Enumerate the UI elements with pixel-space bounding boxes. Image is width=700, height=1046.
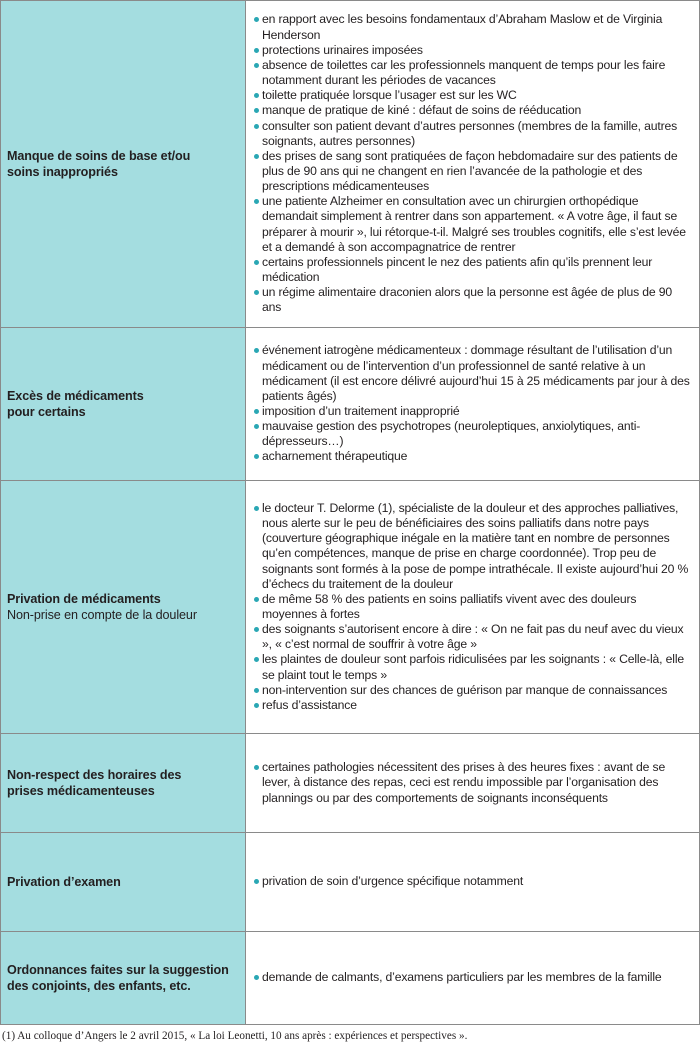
list-item: absence de toilettes car les professionnels manquent de temps pour les faire notamment durant les périodes de vacances [254, 58, 693, 88]
row-heading-cell [1, 932, 246, 1024]
list-item: des soignants s’autorisent encore à dire : « On ne fait pas du neuf avec du vieux », « c’est normal de souffrir à votre âge » [254, 622, 693, 652]
table-row [1, 328, 700, 481]
row-content-cell [246, 932, 700, 1024]
list-item: des prises de sang sont pratiquées de façon hebdomadaire sur des patients de plus de 90 ans qui ne changent en rien l’avancée de la pathologie et des prescriptions médicamenteuses [254, 149, 693, 194]
list-item: privation de soin d’urgence spécifique notamment [254, 874, 693, 889]
bullet-list [254, 501, 693, 713]
row-heading: Manque de soins de base et/ou soins inappropriés [7, 148, 191, 179]
list-item: événement iatrogène médicamenteux : dommage résultant de l’utilisation d’un médicament ou de l’intervention d’un professionnel de santé relative à un médicament (il est encore délivré aujourd’hui 15 à 25 médicaments par jour à des patients âgés) [254, 343, 693, 404]
row-content-cell [246, 481, 700, 733]
table-row [1, 481, 700, 734]
list-item: les plaintes de douleur sont parfois ridiculisées par les soignants : « Celle-là, elle se plaint tout le temps » [254, 652, 693, 682]
list-item: imposition d’un traitement inapproprié [254, 404, 693, 419]
list-item: de même 58 % des patients en soins palliatifs vivent avec des douleurs moyennes à fortes [254, 592, 693, 622]
bullet-list [254, 874, 693, 889]
bullet-list [254, 760, 693, 805]
table-row [1, 932, 700, 1025]
table-row [1, 833, 700, 932]
bullet-list [254, 970, 693, 985]
row-heading-cell [1, 1, 246, 327]
row-heading-cell [1, 481, 246, 733]
list-item: certains professionnels pincent le nez des patients afin qu’ils prennent leur médication [254, 255, 693, 285]
row-subheading: Non-prise en compte de la douleur [7, 608, 197, 622]
bullet-list [254, 343, 693, 464]
row-heading-cell [1, 328, 246, 480]
row-heading: Non-respect des horaires des prises médicamenteuses [7, 767, 182, 798]
footnote: (1) Au colloque d’Angers le 2 avril 2015, « La loi Leonetti, 10 ans après : expériences et perspectives ». [2, 1030, 468, 1042]
list-item: consulter son patient devant d’autres personnes (membres de la famille, autres soignants, autres personnes) [254, 119, 693, 149]
row-content-cell [246, 328, 700, 480]
list-item: une patiente Alzheimer en consultation avec un chirurgien orthopédique demandait simplement à rentrer dans son appartement. « A votre âge, il faut se préparer à mourir », lui rétorque-t-il. Malgré ses troubles cognitifs, elle s’est levée et a demandé à son accompagnatrice de rentrer [254, 194, 693, 255]
list-item: manque de pratique de kiné : défaut de soins de rééducation [254, 103, 693, 118]
list-item: mauvaise gestion des psychotropes (neuroleptiques, anxiolytiques, anti-dépresseurs…) [254, 419, 693, 449]
row-heading-cell [1, 833, 246, 931]
row-heading: Excès de médicaments pour certains [7, 388, 144, 419]
row-heading: Ordonnances faites sur la suggestion des conjoints, des enfants, etc. [7, 962, 229, 993]
list-item: le docteur T. Delorme (1), spécialiste de la douleur et des approches palliatives, nous alerte sur le peu de bénéficiaires des soins palliatifs dans notre pays (couverture géographique inégale en la matière tant en nombre de personnes qu’en compétences, manque de prise en charge coordonnée). Trop peu de soignants sont formés à la pose de pompe intrathécale. Il existe aujourd’hui 20 % d’échecs du traitement de la douleur [254, 501, 693, 592]
list-item: en rapport avec les besoins fondamentaux d’Abraham Maslow et de Virginia Henderson [254, 12, 693, 42]
row-heading: Privation d’examen [7, 874, 121, 889]
table-row [1, 1, 700, 328]
list-item: protections urinaires imposées [254, 43, 693, 58]
bullet-list [254, 12, 693, 315]
row-heading-cell [1, 734, 246, 832]
row-content-cell [246, 734, 700, 832]
row-content-cell [246, 1, 700, 327]
list-item: certaines pathologies nécessitent des prises à des heures fixes : avant de se lever, à distance des repas, ceci est rendu impossible par l’organisation des plannings ou par des comportements de soignants inconséquents [254, 760, 693, 805]
list-item: demande de calmants, d’examens particuliers par les membres de la famille [254, 970, 693, 985]
list-item: refus d’assistance [254, 698, 693, 713]
list-item: non-intervention sur des chances de guérison par manque de connaissances [254, 683, 693, 698]
list-item: acharnement thérapeutique [254, 449, 693, 464]
list-item: toilette pratiquée lorsque l’usager est sur les WC [254, 88, 693, 103]
row-heading: Privation de médicaments [7, 591, 161, 606]
row-content-cell [246, 833, 700, 931]
list-item: un régime alimentaire draconien alors que la personne est âgée de plus de 90 ans [254, 285, 693, 315]
table-row [1, 734, 700, 833]
